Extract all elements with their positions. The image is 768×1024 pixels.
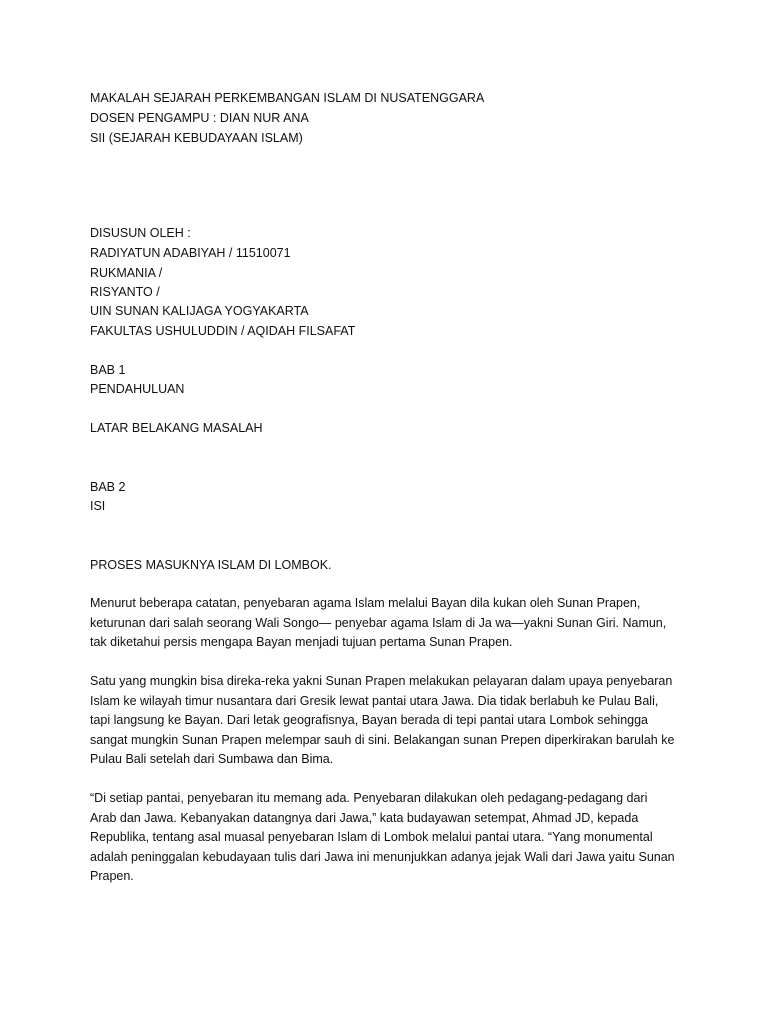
lecturer-line: DOSEN PENGAMPU : DIAN NUR ANA <box>90 111 309 125</box>
paragraph-line: Arab dan Jawa. Kebanyakan datangnya dari Jawa,” kata budayawan setempat, Ahmad JD, kepada <box>90 811 639 825</box>
author-line: RADIYATUN ADABIYAH / 11510071 <box>90 246 291 260</box>
section-heading: LATAR BELAKANG MASALAH <box>90 421 263 435</box>
paragraph-line: Menurut beberapa catatan, penyebaran agama Islam melalui Bayan dila kukan oleh Sunan Prapen, <box>90 596 641 610</box>
chapter-1-title: BAB 1 <box>90 363 126 377</box>
author-line: RISYANTO / <box>90 285 160 299</box>
chapter-2-subtitle: ISI <box>90 499 106 513</box>
paragraph-line: Prapen. <box>90 869 134 883</box>
paragraph-line: Republika, tentang asal muasal penyebaran Islam di Lombok melalui pantai utara. “Yang monumental <box>90 830 653 844</box>
faculty-line: FAKULTAS USHULUDDIN / AQIDAH FILSAFAT <box>90 324 356 338</box>
university-line: UIN SUNAN KALIJAGA YOGYAKARTA <box>90 304 309 318</box>
paragraph-line: tak diketahui persis mengapa Bayan menjadi tujuan pertama Sunan Prapen. <box>90 635 513 649</box>
authors-heading: DISUSUN OLEH : <box>90 226 191 240</box>
course-line: SII (SEJARAH KEBUDAYAAN ISLAM) <box>90 131 303 145</box>
paragraph-line: Islam ke wilayah timur nusantara dari Gresik lewat pantai utara Jawa. Dia tidak berlabuh ke Pulau Bali, <box>90 694 659 708</box>
paragraph-line: adalah peninggalan kebudayaan tulis dari Jawa ini menunjukkan adanya jejak Wali dari Jawa yaitu Sunan <box>90 850 675 864</box>
paragraph-line: Satu yang mungkin bisa direka-reka yakni Sunan Prapen melakukan pelayaran dalam upaya penyebaran <box>90 674 673 688</box>
paragraph-line: Pulau Bali setelah dari Sumbawa dan Bima. <box>90 752 334 766</box>
author-line: RUKMANIA / <box>90 266 163 280</box>
paragraph-line: tapi langsung ke Bayan. Dari letak geografisnya, Bayan berada di tepi pantai utara Lombok sehingga <box>90 713 649 727</box>
document-title: MAKALAH SEJARAH PERKEMBANGAN ISLAM DI NUSATENGGARA <box>90 91 485 105</box>
chapter-2-title: BAB 2 <box>90 480 126 494</box>
paragraph-line: sangat mungkin Sunan Prapen melempar sauh di sini. Belakangan sunan Prepen diperkirakan barulah ke <box>90 733 675 747</box>
paragraph-line: keturunan dari salah seorang Wali Songo— penyebar agama Islam di Ja wa—yakni Sunan Giri. Namun, <box>90 616 667 630</box>
section-heading: PROSES MASUKNYA ISLAM DI LOMBOK. <box>90 558 332 572</box>
paragraph-line: “Di setiap pantai, penyebaran itu memang ada. Penyebaran dilakukan oleh pedagang-pedagang dari <box>90 791 648 805</box>
chapter-1-subtitle: PENDAHULUAN <box>90 382 185 396</box>
